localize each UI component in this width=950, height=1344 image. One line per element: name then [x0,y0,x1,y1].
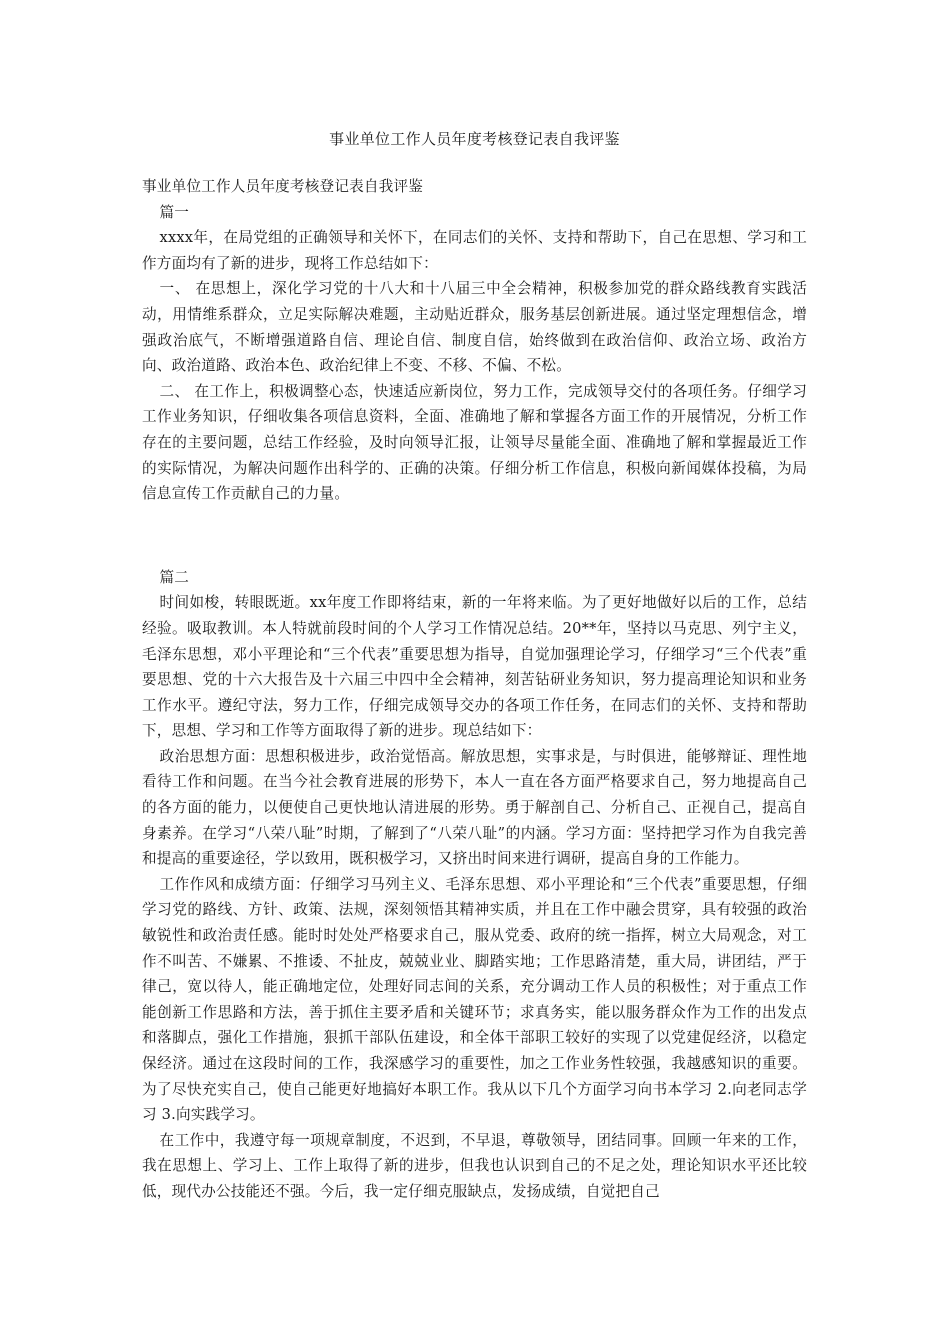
section-spacer [142,507,807,565]
section-heading: 篇二 [159,568,190,586]
section-heading: 篇一 [159,203,190,221]
document-title: 事业单位工作人员年度考核登记表自我评鉴 [329,130,620,148]
paragraph: xxxx年，在局党组的正确领导和关怀下，在同志们的关怀、支持和帮助下，自己在思想、学习和工作方面均有了新的进步，现将工作总结如下： [142,229,807,272]
paragraph: 政治思想方面：思想积极进步，政治觉悟高。解放思想，实事求是，与时俱进，能够辩证、理性地看待工作和问题。在当今社会教育进展的形势下，本人一直在各方面严格要求自己，努力地提高自己的各方面的能力，以便使自己更快地认清进展的形势。勇于解剖自己、分析自己、正视自己，提高自身素养。在学习“八荣八耻”时期，了解到了“八荣八耻”的内涵。学习方面：坚持把学习作为自我完善和提高的重要途径，学以致用，既积极学习，又挤出时间来进行调研，提高自身的工作能力。 [142,747,807,868]
paragraph: 二、 在工作上，积极调整心态，快速适应新岗位，努力工作，完成领导交付的各项任务。仔细学习工作业务知识，仔细收集各项信息资料，全面、准确地了解和掌握各方面工作的开展情况，分析工作存在的主要问题，总结工作经验，及时向领导汇报，让领导尽量能全面、准确地了解和掌握最近工作的实际情况，为解决问题作出科学的、正确的决策。仔细分析工作信息，积极向新闻媒体投稿，为局信息宣传工作贡献自己的力量。 [142,382,807,503]
document-body [142,174,807,1205]
document-subtitle: 事业单位工作人员年度考核登记表自我评鉴 [142,178,424,195]
paragraph: 工作作风和成绩方面：仔细学习马列主义、毛泽东思想、邓小平理论和“三个代表”重要思想，仔细学习党的路线、方针、政策、法规，深刻领悟其精神实质，并且在工作中融会贯穿，具有较强的政治敏锐性和政治责任感。能时时处处严格要求自己，服从党委、政府的统一指挥，树立大局观念，对工作不叫苦、不嫌累、不推诿、不扯皮，兢兢业业、脚踏实地；工作思路清楚，重大局，讲团结，严于律己，宽以待人，能正确地定位，处理好同志间的关系，充分调动工作人员的积极性；对于重点工作能创新工作思路和方法，善于抓住主要矛盾和关键环节；求真务实，能以服务群众作为工作的出发点和落脚点，强化工作措施，狠抓干部队伍建设，和全体干部职工较好的实现了以党建促经济，以稳定保经济。通过在这段时间的工作，我深感学习的重要性，加之工作业务性较强，我越感知识的重要。为了尽快充实自己，使自己能更好地搞好本职工作。我从以下几个方面学习向书本学习 2.向老同志学习 3.向实践学习。 [142,875,807,1124]
paragraph: 时间如梭，转眼既逝。xx年度工作即将结束，新的一年将来临。为了更好地做好以后的工作，总结经验。吸取教训。本人特就前段时间的个人学习工作情况总结。20**年，坚持以马克思、列宁主义，毛泽东思想，邓小平理论和“三个代表”重要思想为指导，自觉加强理论学习，仔细学习“三个代表”重要思想、党的十六大报告及十六届三中四中全会精神，刻苦钻研业务知识，努力提高理论知识和业务工作水平。遵纪守法，努力工作，仔细完成领导交办的各项工作任务，在同志们的关怀、支持和帮助下，思想、学习和工作等方面取得了新的进步。现总结如下： [142,594,807,740]
paragraph: 在工作中，我遵守每一项规章制度，不迟到，不早退，尊敬领导，团结同事。回顾一年来的工作，我在思想上、学习上、工作上取得了新的进步，但我也认识到自己的不足之处，理论知识水平还比较低，现代办公技能还不强。今后，我一定仔细克服缺点，发扬成绩，自觉把自己 [142,1131,807,1200]
paragraph: 一、 在思想上，深化学习党的十八大和十八届三中全会精神，积极参加党的群众路线教育实践活动，用情维系群众，立足实际解决难题，主动贴近群众，服务基层创新进展。通过坚定理想信念，增强政治底气，不断增强道路自信、理论自信、制度自信，始终做到在政治信仰、政治立场、政治方向、政治道路、政治本色、政治纪律上不变、不移、不偏、不松。 [142,280,807,375]
